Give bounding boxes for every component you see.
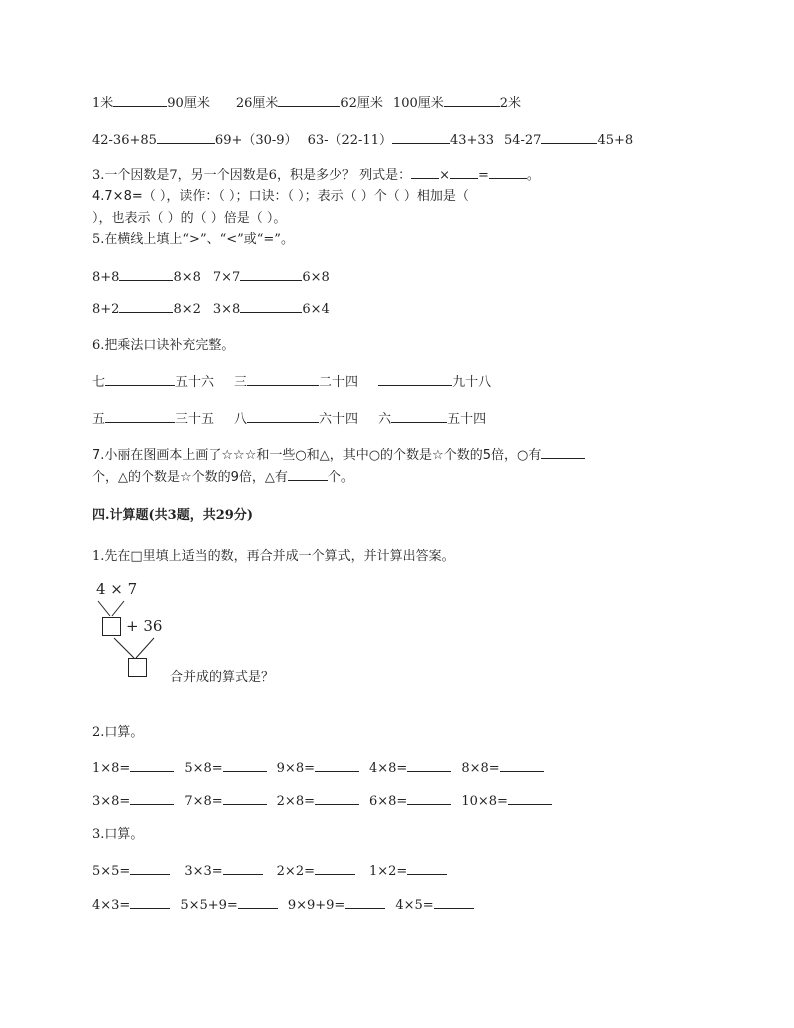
oral-expr: 1×2= xyxy=(368,864,408,879)
mnemonic-suffix: 六十四 xyxy=(319,412,359,427)
question-7-line-2 xyxy=(92,468,354,487)
answer-blank[interactable] xyxy=(391,410,447,423)
answer-blank[interactable] xyxy=(392,131,450,144)
question-4-line-1: 4.7×8=（ ），读作：（ ）；口诀：（ ）；表示（ ）个（ ）相加是（ xyxy=(92,189,469,204)
compare-row-1 xyxy=(92,268,330,287)
expr-right-3: 45+8 xyxy=(597,133,634,148)
question-3 xyxy=(92,166,540,185)
answer-blank[interactable] xyxy=(119,268,173,281)
mnemonic-suffix: 三十五 xyxy=(175,412,215,427)
calc-question-1: 1.先在□里填上适当的数，再合并成一个算式，并计算出答案。 xyxy=(92,549,455,564)
answer-blank[interactable] xyxy=(541,446,585,459)
compare-left: 8+8 xyxy=(92,270,120,285)
answer-blank[interactable] xyxy=(407,759,451,772)
oral-expr: 2×2= xyxy=(276,864,315,879)
answer-blank[interactable] xyxy=(407,862,447,875)
answer-blank[interactable] xyxy=(315,862,355,875)
oral-expr: 7×8= xyxy=(184,794,223,809)
oral-expr: 4×3= xyxy=(92,898,131,913)
answer-blank[interactable] xyxy=(450,166,478,179)
answer-blank[interactable] xyxy=(541,131,597,144)
mnemonic-suffix: 五十四 xyxy=(447,412,487,427)
mnemonic-row-2 xyxy=(92,410,486,429)
diagram-question: 合并成的算式是？ xyxy=(170,670,275,685)
answer-box[interactable] xyxy=(102,617,121,636)
answer-box[interactable] xyxy=(128,658,147,677)
answer-blank[interactable] xyxy=(223,792,267,805)
answer-blank[interactable] xyxy=(434,896,474,909)
mnemonic-prefix: 六 xyxy=(378,412,392,427)
calc-question-3-title: 3.口算。 xyxy=(92,827,144,842)
period: 。 xyxy=(526,168,540,183)
answer-blank[interactable] xyxy=(444,94,500,107)
oral-expr: 5×5+9= xyxy=(180,898,238,913)
expr-right-1: 69+（30-9） xyxy=(214,133,298,148)
oral-expr: 6×8= xyxy=(368,794,408,809)
answer-blank[interactable] xyxy=(247,373,319,386)
oral-row xyxy=(92,862,447,881)
question-7-end: 个。 xyxy=(327,470,354,485)
compare-right: 6×8 xyxy=(302,270,330,285)
diagram-plus-expr: + 36 xyxy=(126,617,163,635)
answer-blank[interactable] xyxy=(489,166,527,179)
question-5-title: 5.在横线上填上“>”、“<”或“=”。 xyxy=(92,232,294,247)
unit-compare-row xyxy=(92,94,521,113)
mnemonic-row-1 xyxy=(92,373,491,392)
mnemonic-prefix: 五 xyxy=(92,412,106,427)
answer-blank[interactable] xyxy=(315,792,359,805)
answer-blank[interactable] xyxy=(113,94,167,107)
answer-blank[interactable] xyxy=(247,410,319,423)
answer-blank[interactable] xyxy=(130,792,174,805)
compare-left: 7×7 xyxy=(212,270,241,285)
oral-expr: 9×8= xyxy=(276,761,315,776)
expr-right-2: 43+33 xyxy=(449,133,494,148)
calc-question-2-title: 2.口算。 xyxy=(92,725,144,740)
answer-blank[interactable] xyxy=(223,759,267,772)
oral-expr: 5×5= xyxy=(92,864,131,879)
answer-blank[interactable] xyxy=(508,792,552,805)
unit-left-2: 26厘米 xyxy=(235,96,279,111)
question-7-text-2: 个，△的个数是☆个数的9倍，△有 xyxy=(92,470,288,485)
expr-left-1: 42-36+85 xyxy=(92,133,157,148)
oral-expr: 5×8= xyxy=(184,761,223,776)
unit-right-1: 90厘米 xyxy=(167,96,210,111)
oral-expr: 2×8= xyxy=(276,794,315,809)
question-4-line-2: ），也表示（ ）的（ ）倍是（ ）。 xyxy=(92,211,287,226)
unit-left-1: 1米 xyxy=(92,96,114,111)
answer-blank[interactable] xyxy=(288,468,328,481)
answer-blank[interactable] xyxy=(345,896,385,909)
section-heading: 四.计算题(共3题，共29分) xyxy=(92,508,253,523)
answer-blank[interactable] xyxy=(500,759,544,772)
compare-left: 8+2 xyxy=(92,302,120,317)
mnemonic-prefix: 三 xyxy=(234,375,248,390)
oral-expr: 3×8= xyxy=(92,794,131,809)
question-6-title: 6.把乘法口诀补充完整。 xyxy=(92,338,235,353)
mnemonic-suffix: 九十八 xyxy=(452,375,492,390)
answer-blank[interactable] xyxy=(407,792,451,805)
answer-blank[interactable] xyxy=(105,410,175,423)
answer-blank[interactable] xyxy=(238,896,278,909)
diagram-top-expr: 4 × 7 xyxy=(96,580,138,598)
mnemonic-suffix: 五十六 xyxy=(175,375,215,390)
answer-blank[interactable] xyxy=(157,131,215,144)
unit-left-3: 100厘米 xyxy=(392,96,444,111)
answer-blank[interactable] xyxy=(130,862,170,875)
expr-compare-row xyxy=(92,131,633,150)
mnemonic-suffix: 二十四 xyxy=(319,375,359,390)
unit-right-3: 2米 xyxy=(499,96,522,111)
answer-blank[interactable] xyxy=(130,759,174,772)
answer-blank[interactable] xyxy=(240,300,302,313)
compare-right: 8×2 xyxy=(173,302,201,317)
oral-expr: 4×5= xyxy=(395,898,434,913)
answer-blank[interactable] xyxy=(411,166,439,179)
expr-left-3: 54-27 xyxy=(503,133,542,148)
oral-expr: 1×8= xyxy=(92,761,131,776)
answer-blank[interactable] xyxy=(240,268,302,281)
oral-expr: 3×3= xyxy=(184,864,223,879)
answer-blank[interactable] xyxy=(278,94,340,107)
compare-left: 3×8 xyxy=(212,302,241,317)
compare-right: 8×8 xyxy=(173,270,201,285)
question-7-text: 7.小丽在图画本上画了☆☆☆和一些○和△，其中○的个数是☆个数的5倍，○有 xyxy=(92,448,542,463)
oral-row xyxy=(92,759,544,778)
answer-blank[interactable] xyxy=(119,300,173,313)
answer-blank[interactable] xyxy=(130,896,170,909)
compare-right: 6×4 xyxy=(302,302,330,317)
oral-row xyxy=(92,792,552,811)
oral-expr: 10×8= xyxy=(461,794,508,809)
oral-expr: 8×8= xyxy=(461,761,500,776)
expr-left-2: 63-（22-11） xyxy=(307,133,392,148)
combine-diagram xyxy=(92,580,332,690)
equals-sign: = xyxy=(477,168,489,183)
answer-blank[interactable] xyxy=(223,862,263,875)
oral-expr: 4×8= xyxy=(368,761,408,776)
oral-row xyxy=(92,896,474,915)
question-7-line-1 xyxy=(92,446,585,465)
answer-blank[interactable] xyxy=(378,373,452,386)
question-3-text: 3.一个因数是7，另一个因数是6，积是多少？ 列式是： xyxy=(92,168,412,183)
answer-blank[interactable] xyxy=(315,759,359,772)
mnemonic-prefix: 七 xyxy=(92,375,106,390)
answer-blank[interactable] xyxy=(105,373,175,386)
times-sign: × xyxy=(439,168,450,183)
unit-right-2: 62厘米 xyxy=(340,96,383,111)
oral-expr: 9×9+9= xyxy=(287,898,346,913)
mnemonic-prefix: 八 xyxy=(234,412,248,427)
compare-row-2 xyxy=(92,300,330,319)
